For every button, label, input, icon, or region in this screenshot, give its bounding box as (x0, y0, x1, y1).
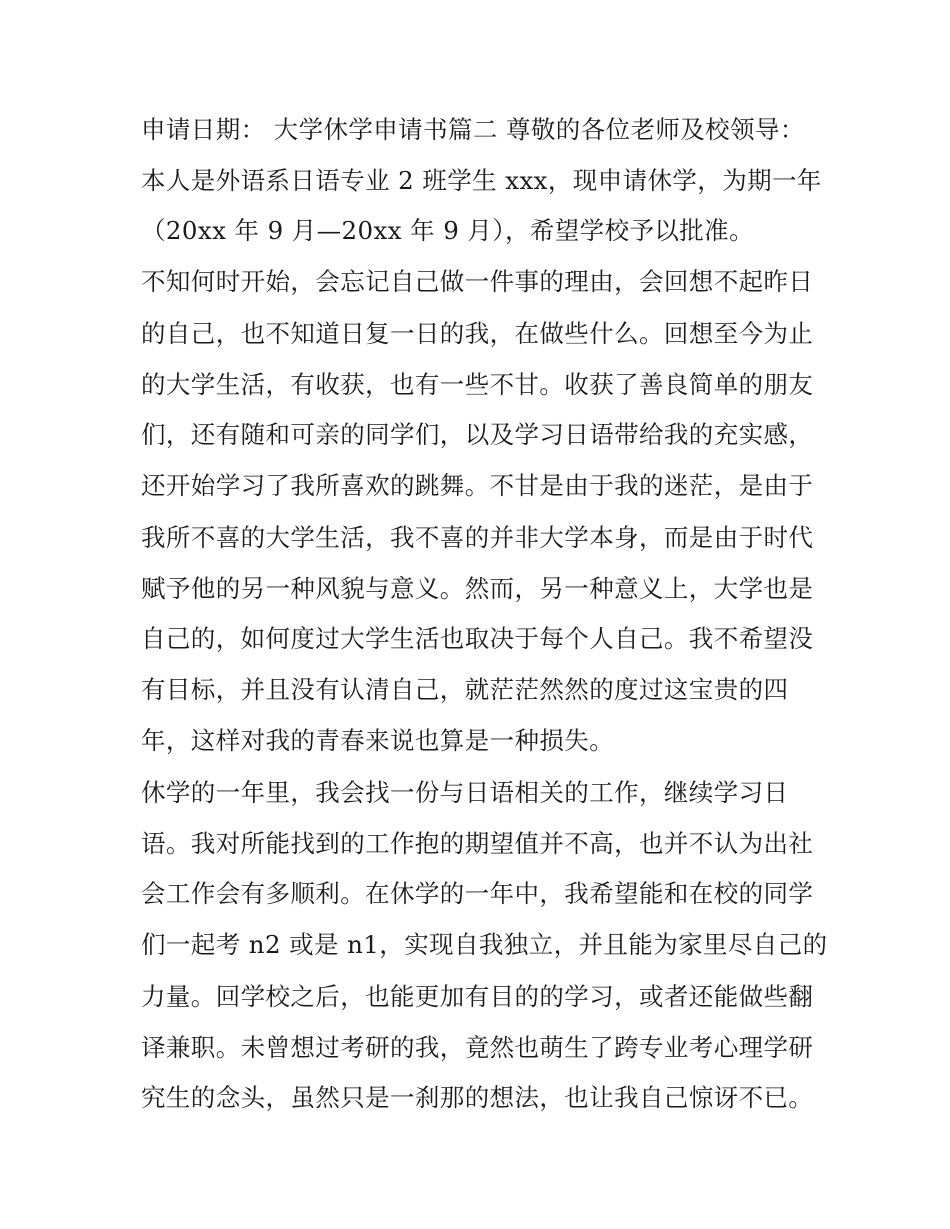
text-line: 年，这样对我的青春来说也算是一种损失。 (141, 726, 615, 755)
text-line: 们，还有随和可亲的同学们，以及学习日语带给我的充实感， (141, 420, 814, 449)
text-line: 语。我对所能找到的工作抱的期望值并不高，也并不认为出社 (141, 829, 814, 858)
text-line: 还开始学习了我所喜欢的跳舞。不甘是由于我的迷茫，是由于 (141, 471, 814, 500)
text-line: 的自己，也不知道日复一日的我，在做些什么。回想至今为止 (141, 319, 814, 348)
text-line: 译兼职。未曾想过考研的我，竟然也萌生了跨专业考心理学研 (141, 1033, 814, 1062)
text-line: 休学的一年里，我会找一份与日语相关的工作，继续学习日 (141, 778, 789, 807)
text-line: 自己的，如何度过大学生活也取决于每个人自己。我不希望没 (141, 624, 814, 653)
text-line: 究生的念头，虽然只是一刹那的想法，也让我自己惊讶不已。 (141, 1083, 814, 1112)
text-line: 们一起考 n2 或是 n1，实现自我独立，并且能为家里尽自己的 (141, 930, 828, 959)
text-line: 会工作会有多顺利。在休学的一年中，我希望能和在校的同学 (141, 879, 814, 908)
text-line: 申请日期： 大学休学申请书篇二 尊敬的各位老师及校领导： (141, 115, 805, 144)
text-line: 本人是外语系日语专业 2 班学生 xxx，现申请休学，为期一年 (141, 166, 822, 195)
text-line: 的大学生活，有收获，也有一些不甘。收获了善良简单的朋友 (141, 370, 814, 399)
text-line: 不知何时开始，会忘记自己做一件事的理由，会回想不起昨日 (141, 267, 814, 296)
text-line: 力量。回学校之后，也能更加有目的的学习，或者还能做些翻 (141, 982, 814, 1011)
text-line: 赋予他的另一种风貌与意义。然而，另一种意义上，大学也是 (141, 574, 814, 603)
text-line: 有目标，并且没有认清自己，就茫茫然然的度过这宝贵的四 (141, 675, 789, 704)
text-line: （20xx 年 9 月—20xx 年 9 月），希望学校予以批准。 (141, 216, 754, 245)
text-line: 我所不喜的大学生活，我不喜的并非大学本身，而是由于时代 (141, 523, 814, 552)
